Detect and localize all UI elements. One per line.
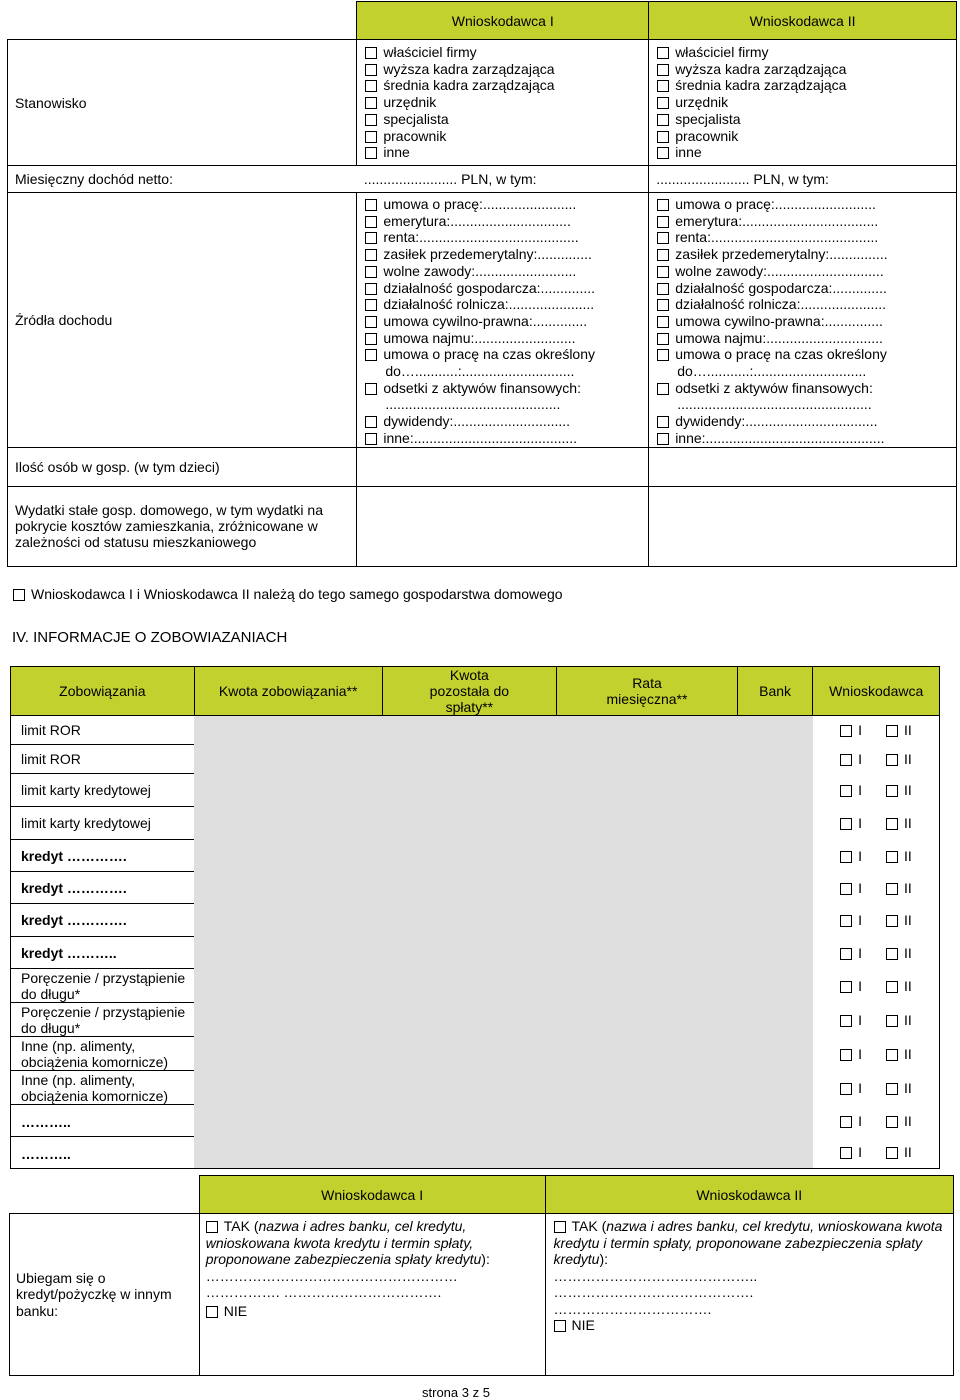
checkbox-icon[interactable] — [657, 47, 669, 59]
checkbox-icon[interactable] — [840, 981, 852, 993]
checkbox-icon[interactable] — [365, 147, 377, 159]
header-applicant-2: Wnioskodawca II — [649, 2, 957, 40]
checkbox-icon[interactable] — [657, 147, 669, 159]
income-source-option[interactable]: emerytura:............................... — [365, 213, 648, 230]
income-value-2[interactable]: ........................ PLN, w tym: — [649, 166, 957, 193]
obligation-row — [11, 716, 940, 745]
position-option[interactable]: specjalista — [365, 111, 648, 128]
checkbox-icon[interactable] — [657, 416, 669, 428]
obligation-label: limit karty kredytowej — [11, 774, 195, 807]
position-option[interactable]: inne — [365, 144, 648, 161]
checkbox-icon[interactable] — [657, 80, 669, 92]
applicant-select[interactable]: I II — [813, 745, 940, 774]
installment-cell[interactable] — [557, 1037, 738, 1071]
checkbox-icon[interactable] — [657, 433, 669, 445]
bank-cell[interactable] — [737, 840, 813, 872]
col-header-remaining: Kwota pozostała do spłaty** — [382, 667, 557, 716]
checkbox-icon[interactable] — [840, 851, 852, 863]
position-options-1 — [357, 40, 649, 166]
checkbox-icon[interactable] — [886, 851, 898, 863]
obligation-row — [11, 840, 940, 872]
checkbox-icon[interactable] — [365, 266, 377, 278]
position-option[interactable]: inne — [657, 144, 956, 161]
income-source-option[interactable]: dywidendy:.............................. — [365, 413, 648, 430]
checkbox-icon[interactable] — [657, 333, 669, 345]
income-source-option[interactable]: odsetki z aktywów finansowych: — [365, 380, 648, 397]
amount-cell[interactable] — [194, 969, 382, 1003]
checkbox-icon[interactable] — [365, 416, 377, 428]
amount-cell[interactable] — [194, 1137, 382, 1169]
installment-cell[interactable] — [557, 904, 738, 937]
obligation-label: Inne (np. alimenty, obciążenia komornicze) — [11, 1071, 195, 1105]
checkbox-icon[interactable] — [365, 232, 377, 244]
checkbox-icon[interactable] — [365, 80, 377, 92]
income-source-option[interactable]: umowa cywilno-prawna:.............. — [365, 313, 648, 330]
installment-cell[interactable] — [557, 1071, 738, 1105]
checkbox-icon[interactable] — [365, 383, 377, 395]
obligation-label: ……….. — [11, 1105, 195, 1137]
obligation-label: limit karty kredytowej — [11, 807, 195, 840]
applicant-select[interactable]: I II — [813, 807, 940, 840]
income-source-option[interactable]: działalność rolnicza:...................... — [365, 296, 648, 313]
amount-cell[interactable] — [194, 1037, 382, 1071]
bank-cell[interactable] — [737, 807, 813, 840]
bank-cell[interactable] — [737, 1003, 813, 1037]
checkbox-icon[interactable] — [886, 785, 898, 797]
obligation-label: Inne (np. alimenty, obciążenia komornicze) — [11, 1037, 195, 1071]
checkbox-icon[interactable] — [365, 47, 377, 59]
dots-line[interactable]: …………………………………….. — [553, 1267, 758, 1284]
position-option[interactable]: wyższa kadra zarządzająca — [365, 61, 648, 78]
obligation-label: kredyt ……….. — [11, 937, 195, 969]
checkbox-icon[interactable] — [365, 316, 377, 328]
checkbox-icon[interactable] — [206, 1306, 218, 1318]
checkbox-icon[interactable] — [840, 883, 852, 895]
checkbox-icon[interactable] — [365, 97, 377, 109]
checkbox-icon[interactable] — [365, 249, 377, 261]
income-source-option[interactable]: wolne zawody:.............................. — [657, 263, 956, 280]
position-option[interactable]: specjalista — [657, 111, 956, 128]
checkbox-icon[interactable] — [886, 1049, 898, 1061]
income-source-option[interactable]: działalność gospodarcza:.............. — [365, 280, 648, 297]
checkbox-icon[interactable] — [840, 915, 852, 927]
amount-cell[interactable] — [194, 745, 382, 774]
applicant-select[interactable]: I II — [813, 872, 940, 904]
obligation-row — [11, 969, 940, 1003]
obligation-label: limit ROR — [11, 716, 195, 745]
amount-cell[interactable] — [194, 1071, 382, 1105]
installment-cell[interactable] — [557, 716, 738, 745]
checkbox-icon[interactable] — [886, 754, 898, 766]
col-header-installment: Rata miesięczna** — [557, 667, 738, 716]
income-source-option[interactable]: do…...........:............................. — [385, 363, 575, 380]
expenses-value-1[interactable] — [357, 486, 649, 566]
obligation-row — [11, 1105, 940, 1137]
applicant-select[interactable]: I II — [813, 1003, 940, 1037]
persons-label: Ilość osób w gosp. (w tym dzieci) — [8, 447, 357, 486]
applicant-select[interactable]: I II — [813, 1137, 940, 1169]
same-household-option[interactable] — [13, 586, 563, 602]
checkbox-icon[interactable] — [886, 818, 898, 830]
income-source-option[interactable]: umowa najmu:.......................... — [365, 330, 648, 347]
income-source-option[interactable]: działalność rolnicza:...................... — [657, 296, 956, 313]
installment-cell[interactable] — [557, 937, 738, 969]
bank-cell[interactable] — [737, 872, 813, 904]
installment-cell[interactable] — [557, 774, 738, 807]
income-source-option[interactable]: emerytura:................................... — [657, 213, 956, 230]
checkbox-icon[interactable] — [886, 981, 898, 993]
remaining-cell[interactable] — [382, 969, 557, 1003]
checkbox-icon[interactable] — [840, 725, 852, 737]
income-source-option[interactable]: inne:.......................................... — [365, 430, 648, 447]
applicant-select[interactable]: I II — [813, 1105, 940, 1137]
checkbox-icon[interactable] — [657, 249, 669, 261]
checkbox-icon[interactable] — [657, 114, 669, 126]
checkbox-icon[interactable] — [206, 1221, 218, 1233]
remaining-cell[interactable] — [382, 1137, 557, 1169]
expenses-label: Wydatki stałe gosp. domowego, w tym wydatki na pokrycie kosztów zamieszkania, zróżnicowane w zależności od statusu mieszkaniowego — [8, 486, 357, 566]
position-option[interactable]: pracownik — [365, 128, 648, 145]
obligation-row — [11, 937, 940, 969]
obligation-label: Poręczenie / przystąpienie do długu* — [11, 1003, 195, 1037]
obligation-label: kredyt …………. — [11, 840, 195, 872]
installment-cell[interactable] — [557, 1137, 738, 1169]
position-option[interactable]: średnia kadra zarządzająca — [657, 77, 956, 94]
checkbox-icon[interactable] — [13, 589, 25, 601]
position-option[interactable]: urzędnik — [365, 94, 648, 111]
bank-cell[interactable] — [737, 1137, 813, 1169]
bank-cell[interactable] — [737, 1037, 813, 1071]
position-option[interactable]: pracownik — [657, 128, 956, 145]
other-bank-table — [9, 1175, 954, 1376]
obligation-label: ……….. — [11, 1137, 195, 1169]
checkbox-icon[interactable] — [554, 1320, 566, 1332]
checkbox-icon[interactable] — [657, 266, 669, 278]
section-title: IV. INFORMACJE O ZOBOWIAZANIACH — [12, 629, 288, 646]
col-header-amount: Kwota zobowiązania** — [194, 667, 382, 716]
installment-cell[interactable] — [557, 745, 738, 774]
income-source-option[interactable]: umowa cywilno-prawna:............... — [657, 313, 956, 330]
obligation-row — [11, 807, 940, 840]
income-source-option[interactable]: renta:........................................... — [657, 229, 956, 246]
nie-option-1[interactable]: NIE — [206, 1303, 539, 1320]
page-number: strona 3 z 5 — [422, 1385, 490, 1400]
remaining-cell[interactable] — [382, 774, 557, 807]
dots-line[interactable]: ……………………………………………… — [205, 1267, 458, 1284]
checkbox-icon[interactable] — [365, 216, 377, 228]
bank-cell[interactable] — [737, 745, 813, 774]
expenses-value-2[interactable] — [649, 486, 957, 566]
header-applicant-1: Wnioskodawca I — [357, 2, 649, 40]
obligation-label: limit ROR — [11, 745, 195, 774]
bank-cell[interactable] — [737, 1071, 813, 1105]
checkbox-icon[interactable] — [657, 216, 669, 228]
obligation-row — [11, 1037, 940, 1071]
income-source-option[interactable]: umowa najmu:.............................. — [657, 330, 956, 347]
col-header-obligations: Zobowiązania — [11, 667, 195, 716]
position-option[interactable]: właściciel firmy — [365, 44, 648, 61]
remaining-cell[interactable] — [382, 840, 557, 872]
position-options-2 — [649, 40, 957, 166]
income-source-option[interactable]: umowa o pracę:........................ — [365, 196, 648, 213]
position-option[interactable]: urzędnik — [657, 94, 956, 111]
checkbox-icon[interactable] — [657, 199, 669, 211]
applicant-select[interactable]: I II — [813, 1037, 940, 1071]
installment-cell[interactable] — [557, 840, 738, 872]
income-source-option[interactable]: wolne zawody:.......................... — [365, 263, 648, 280]
amount-cell[interactable] — [194, 937, 382, 969]
applicant-select[interactable]: I II — [813, 904, 940, 937]
checkbox-icon[interactable] — [886, 915, 898, 927]
checkbox-icon[interactable] — [840, 948, 852, 960]
remaining-cell[interactable] — [382, 1071, 557, 1105]
checkbox-icon[interactable] — [886, 948, 898, 960]
income-source-option[interactable]: dywidendy:.................................. — [657, 413, 956, 430]
checkbox-icon[interactable] — [657, 64, 669, 76]
obligation-row — [11, 904, 940, 937]
income-source-option[interactable]: do…...........:............................. — [677, 363, 867, 380]
checkbox-icon[interactable] — [365, 299, 377, 311]
other-bank-label: Ubiegam się o kredyt/pożyczkę w innym banku: — [10, 1214, 200, 1376]
amount-cell[interactable] — [194, 904, 382, 937]
obligation-row — [11, 872, 940, 904]
installment-cell[interactable] — [557, 969, 738, 1003]
checkbox-icon[interactable] — [840, 1049, 852, 1061]
installment-cell[interactable] — [557, 1003, 738, 1037]
bank-cell[interactable] — [737, 937, 813, 969]
checkbox-icon[interactable] — [554, 1221, 566, 1233]
remaining-cell[interactable] — [382, 716, 557, 745]
checkbox-icon[interactable] — [840, 818, 852, 830]
applicant-info-table — [7, 1, 957, 567]
income-sources-1 — [357, 193, 649, 448]
checkbox-icon[interactable] — [840, 754, 852, 766]
checkbox-icon[interactable] — [365, 349, 377, 361]
obligation-row — [11, 745, 940, 774]
applicant-select[interactable]: I II — [813, 840, 940, 872]
remaining-cell[interactable] — [382, 872, 557, 904]
tak-option-1[interactable]: TAK (nazwa i adres banku, cel kredytu, wnioskowana kwota kredytu i termin spłaty, proponowane zabezpieczenia spłaty kredytu): — [205, 1218, 490, 1267]
remaining-cell[interactable] — [382, 807, 557, 840]
income-source-option[interactable]: działalność gospodarcza:.............. — [657, 280, 956, 297]
checkbox-icon[interactable] — [886, 725, 898, 737]
obligation-row — [11, 1137, 940, 1169]
checkbox-icon[interactable] — [886, 1147, 898, 1159]
remaining-cell[interactable] — [382, 904, 557, 937]
bank-cell[interactable] — [737, 904, 813, 937]
dots-line[interactable]: ……………………………………. — [553, 1284, 754, 1300]
installment-cell[interactable] — [557, 872, 738, 904]
col-header-applicant: Wnioskodawca — [813, 667, 940, 716]
bank-cell[interactable] — [737, 1105, 813, 1137]
tak-option-2[interactable]: TAK (nazwa i adres banku, cel kredytu, wnioskowana kwota kredytu i termin spłaty, proponowane zabezpieczenia spłaty kredytu): — [553, 1218, 943, 1267]
checkbox-icon[interactable] — [365, 433, 377, 445]
checkbox-icon[interactable] — [657, 97, 669, 109]
remaining-cell[interactable] — [382, 1003, 557, 1037]
income-source-option[interactable]: .................................................. — [677, 396, 872, 413]
bank-cell[interactable] — [737, 969, 813, 1003]
obligation-row — [11, 1003, 940, 1037]
dots-line[interactable]: ……………………………. — [553, 1300, 712, 1317]
amount-cell[interactable] — [194, 1003, 382, 1037]
checkbox-icon[interactable] — [886, 1083, 898, 1095]
amount-cell[interactable] — [194, 840, 382, 872]
obligation-row — [11, 774, 940, 807]
income-sources-label: Źródła dochodu — [8, 193, 357, 448]
checkbox-icon[interactable] — [365, 131, 377, 143]
persons-value-1[interactable] — [357, 447, 649, 486]
applicant-select[interactable]: I II — [813, 774, 940, 807]
applicant-select[interactable]: I II — [813, 716, 940, 745]
checkbox-icon[interactable] — [365, 333, 377, 345]
header-applicant-2: Wnioskodawca II — [545, 1176, 953, 1214]
header-applicant-1: Wnioskodawca I — [199, 1176, 545, 1214]
checkbox-icon[interactable] — [840, 1015, 852, 1027]
dots-line[interactable]: ……………. ……………………………. — [205, 1284, 442, 1300]
position-option[interactable]: wyższa kadra zarządzająca — [657, 61, 956, 78]
bank-cell[interactable] — [737, 716, 813, 745]
same-household-label: Wnioskodawca I i Wnioskodawca II należą do tego samego gospodarstwa domowego — [31, 586, 563, 602]
amount-cell[interactable] — [194, 1105, 382, 1137]
checkbox-icon[interactable] — [657, 299, 669, 311]
income-source-option[interactable]: zasiłek przedemerytalny:.............. — [365, 246, 648, 263]
other-bank-col-1 — [199, 1214, 545, 1376]
persons-value-2[interactable] — [649, 447, 957, 486]
remaining-cell[interactable] — [382, 937, 557, 969]
income-sources-2 — [649, 193, 957, 448]
position-option[interactable]: właściciel firmy — [657, 44, 956, 61]
checkbox-icon[interactable] — [886, 883, 898, 895]
checkbox-icon[interactable] — [657, 349, 669, 361]
checkbox-icon[interactable] — [886, 1015, 898, 1027]
checkbox-icon[interactable] — [840, 1116, 852, 1128]
checkbox-icon[interactable] — [365, 199, 377, 211]
applicant-select[interactable]: I II — [813, 969, 940, 1003]
checkbox-icon[interactable] — [840, 1083, 852, 1095]
amount-cell[interactable] — [194, 774, 382, 807]
amount-cell[interactable] — [194, 872, 382, 904]
amount-cell[interactable] — [194, 807, 382, 840]
checkbox-icon[interactable] — [840, 785, 852, 797]
income-source-option[interactable]: umowa o pracę na czas określony — [365, 346, 648, 363]
obligation-row — [11, 1071, 940, 1105]
other-bank-col-2 — [545, 1214, 953, 1376]
checkbox-icon[interactable] — [365, 114, 377, 126]
checkbox-icon[interactable] — [657, 232, 669, 244]
remaining-cell[interactable] — [382, 1037, 557, 1071]
income-value-1[interactable]: ........................ PLN, w tym: — [357, 166, 649, 193]
checkbox-icon[interactable] — [365, 283, 377, 295]
income-source-option[interactable]: umowa o pracę:.......................... — [657, 196, 956, 213]
remaining-cell[interactable] — [382, 1105, 557, 1137]
checkbox-icon[interactable] — [365, 64, 377, 76]
position-option[interactable]: średnia kadra zarządzająca — [365, 77, 648, 94]
income-source-option[interactable]: renta:......................................... — [365, 229, 648, 246]
checkbox-icon[interactable] — [657, 131, 669, 143]
checkbox-icon[interactable] — [840, 1147, 852, 1159]
obligation-label: Poręczenie / przystąpienie do długu* — [11, 969, 195, 1003]
obligations-table — [10, 666, 940, 1169]
checkbox-icon[interactable] — [886, 1116, 898, 1128]
income-source-option[interactable]: ............................................. — [385, 396, 561, 413]
installment-cell[interactable] — [557, 1105, 738, 1137]
income-label: Miesięczny dochód netto: — [8, 166, 357, 193]
income-source-option[interactable]: inne:.............................................. — [657, 430, 956, 447]
checkbox-icon[interactable] — [657, 316, 669, 328]
obligation-label: kredyt …………. — [11, 872, 195, 904]
position-label: Stanowisko — [8, 40, 357, 166]
col-header-bank: Bank — [737, 667, 813, 716]
applicant-select[interactable]: I II — [813, 937, 940, 969]
remaining-cell[interactable] — [382, 745, 557, 774]
applicant-select[interactable]: I II — [813, 1071, 940, 1105]
bank-cell[interactable] — [737, 774, 813, 807]
nie-option-2[interactable]: NIE — [554, 1317, 947, 1334]
income-source-option[interactable]: umowa o pracę na czas określony — [657, 346, 956, 363]
income-source-option[interactable]: odsetki z aktywów finansowych: — [657, 380, 956, 397]
obligation-label: kredyt …………. — [11, 904, 195, 937]
checkbox-icon[interactable] — [657, 283, 669, 295]
checkbox-icon[interactable] — [657, 383, 669, 395]
income-source-option[interactable]: zasiłek przedemerytalny:............... — [657, 246, 956, 263]
installment-cell[interactable] — [557, 807, 738, 840]
amount-cell[interactable] — [194, 716, 382, 745]
